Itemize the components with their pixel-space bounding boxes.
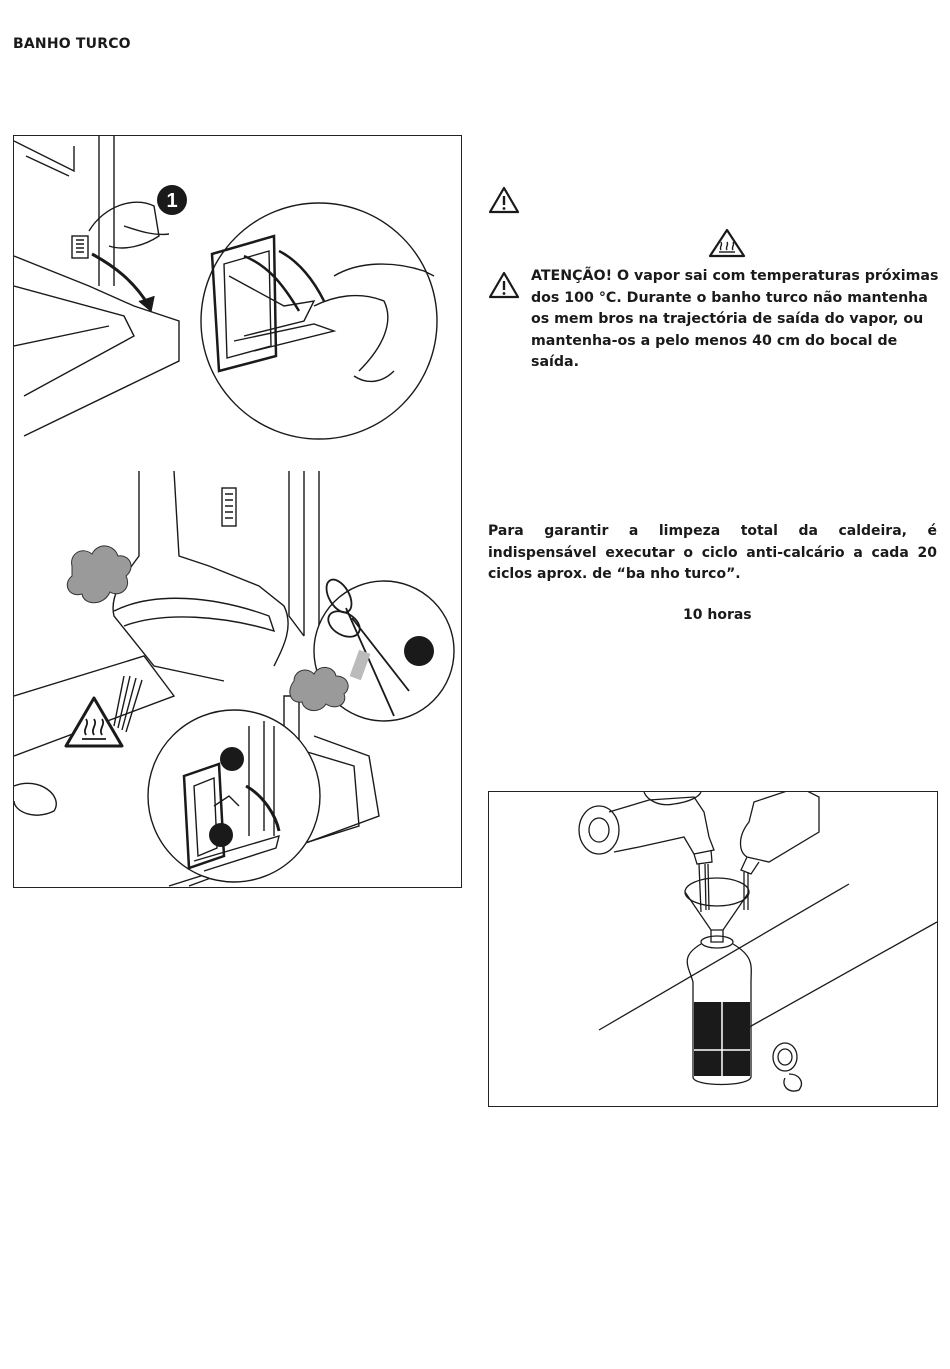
maintenance-text: Para garantir a limpeza total da caldeira, é indispensável executar o ciclo anti-calcário a cada 20 ciclos aprox. de “ba nho turco”. bbox=[488, 523, 937, 582]
step-badge-dot bbox=[404, 636, 434, 666]
hot-surface-icon bbox=[708, 228, 746, 258]
step-badge-dot bbox=[209, 823, 233, 847]
steam-icon bbox=[67, 546, 131, 603]
steam-outlet-drawing bbox=[14, 136, 461, 887]
step-badge-1: 1 bbox=[166, 190, 178, 212]
descaling-drawing bbox=[489, 792, 937, 1106]
page-title: BANHO TURCO bbox=[13, 36, 131, 52]
warning-triangle-icon bbox=[488, 186, 520, 214]
step-badge-dot bbox=[220, 747, 244, 771]
warning-text: ATENÇÃO! O vapor sai com temperaturas próximas dos 100 °C. Durante o banho turco não mantenha os mem bros na trajectória de saída do vapor, ou mantenha-os a pelo menos 40 cm do bocal de saída. bbox=[531, 268, 939, 370]
steam-outlet-illustration bbox=[13, 135, 462, 888]
warning-triangle-icon bbox=[488, 271, 520, 299]
descaling-illustration bbox=[488, 791, 938, 1107]
hot-surface-icon bbox=[66, 698, 122, 746]
duration-label: 10 horas bbox=[683, 607, 752, 623]
